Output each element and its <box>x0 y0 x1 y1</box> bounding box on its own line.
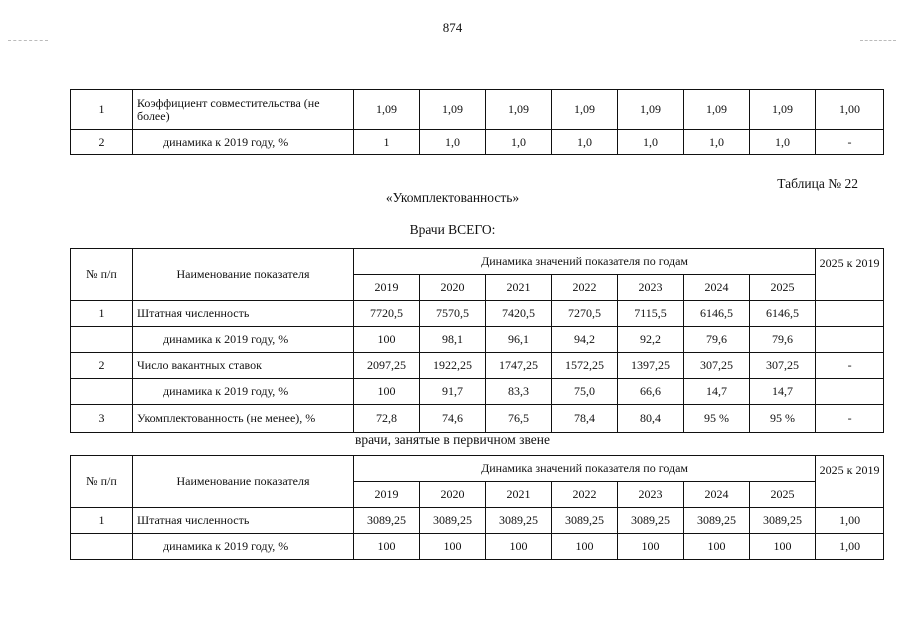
cell-value: 98,1 <box>420 327 486 353</box>
cell-value: 92,2 <box>618 327 684 353</box>
cell-value: 75,0 <box>552 379 618 405</box>
cell-value: 100 <box>354 379 420 405</box>
cell-value: 7270,5 <box>552 301 618 327</box>
header-row <box>71 249 884 275</box>
cell-value: 83,3 <box>486 379 552 405</box>
cell-value: 1,0 <box>486 130 552 155</box>
cell-value: 100 <box>486 534 552 560</box>
subtitle-primary-doctors: врачи, занятые в первичном звене <box>354 432 550 447</box>
table-coefficient <box>70 89 884 155</box>
cell-value: 76,5 <box>486 405 552 433</box>
row-name: динамика к 2019 году, % <box>133 379 354 405</box>
cell-ratio: 1,00 <box>816 90 884 130</box>
header-ratio: 2025 к 2019 <box>816 249 884 301</box>
cell-value: 1747,25 <box>486 353 552 379</box>
row-number <box>71 327 133 353</box>
header-num: № п/п <box>71 249 133 301</box>
cell-value: 100 <box>552 534 618 560</box>
table-all-doctors <box>70 248 884 433</box>
cell-ratio: 1,00 <box>816 508 884 534</box>
header-year: 2025 <box>750 482 816 508</box>
cell-value: 1,0 <box>420 130 486 155</box>
header-year: 2020 <box>420 482 486 508</box>
cell-value: 1,0 <box>750 130 816 155</box>
cell-value: 72,8 <box>354 405 420 433</box>
cell-value: 79,6 <box>750 327 816 353</box>
cell-ratio: - <box>816 130 884 155</box>
cell-value: 14,7 <box>750 379 816 405</box>
cell-value: 7720,5 <box>354 301 420 327</box>
cell-value: 1,09 <box>684 90 750 130</box>
cell-value: 7420,5 <box>486 301 552 327</box>
cell-value: 6146,5 <box>684 301 750 327</box>
cell-value: 3089,25 <box>552 508 618 534</box>
header-dynamics: Динамика значений показателя по годам <box>354 456 816 482</box>
cell-ratio: - <box>816 353 884 379</box>
header-year: 2021 <box>486 482 552 508</box>
cell-value: 3089,25 <box>684 508 750 534</box>
cell-value: 14,7 <box>684 379 750 405</box>
cell-value: 100 <box>354 534 420 560</box>
cell-value: 91,7 <box>420 379 486 405</box>
page-number: 874 <box>442 20 463 35</box>
row-name: динамика к 2019 году, % <box>133 130 354 155</box>
row-name: Укомплектованность (не менее), % <box>133 405 354 433</box>
cell-value: 100 <box>420 534 486 560</box>
header-num: № п/п <box>71 456 133 508</box>
subtitle-all-doctors: Врачи ВСЕГО: <box>409 222 496 237</box>
cell-ratio <box>816 301 884 327</box>
cell-ratio: - <box>816 405 884 433</box>
table-row <box>71 301 884 327</box>
row-number: 1 <box>71 301 133 327</box>
cell-ratio: 1,00 <box>816 534 884 560</box>
section-title: «Укомплектованность» <box>385 190 520 205</box>
cell-value: 1,09 <box>552 90 618 130</box>
cell-value: 100 <box>750 534 816 560</box>
cell-value: 100 <box>684 534 750 560</box>
cell-value: 80,4 <box>618 405 684 433</box>
cell-value: 1,09 <box>354 90 420 130</box>
row-name: Число вакантных ставок <box>133 353 354 379</box>
row-name: Штатная численность <box>133 301 354 327</box>
row-name: динамика к 2019 году, % <box>133 327 354 353</box>
header-year: 2023 <box>618 275 684 301</box>
row-name: динамика к 2019 году, % <box>133 534 354 560</box>
cell-value: 95 % <box>684 405 750 433</box>
cell-value: 1,09 <box>750 90 816 130</box>
row-number: 3 <box>71 405 133 433</box>
table-row <box>71 405 884 433</box>
row-number <box>71 379 133 405</box>
cell-value: 7570,5 <box>420 301 486 327</box>
cell-value: 3089,25 <box>750 508 816 534</box>
header-year: 2022 <box>552 482 618 508</box>
cell-value: 1,09 <box>420 90 486 130</box>
row-number: 1 <box>71 90 133 130</box>
header-year: 2023 <box>618 482 684 508</box>
cell-value: 74,6 <box>420 405 486 433</box>
table-row <box>71 130 884 155</box>
cell-ratio <box>816 379 884 405</box>
header-dynamics: Динамика значений показателя по годам <box>354 249 816 275</box>
table-row <box>71 353 884 379</box>
header-ratio: 2025 к 2019 <box>816 456 884 508</box>
row-number: 2 <box>71 130 133 155</box>
cell-value: 6146,5 <box>750 301 816 327</box>
cell-value: 3089,25 <box>486 508 552 534</box>
row-number <box>71 534 133 560</box>
cell-value: 96,1 <box>486 327 552 353</box>
table-row <box>71 379 884 405</box>
cell-value: 1,09 <box>486 90 552 130</box>
header-year: 2019 <box>354 482 420 508</box>
cell-value: 1,0 <box>552 130 618 155</box>
cell-value: 66,6 <box>618 379 684 405</box>
cell-value: 1922,25 <box>420 353 486 379</box>
header-year: 2024 <box>684 482 750 508</box>
cell-value: 2097,25 <box>354 353 420 379</box>
cell-value: 79,6 <box>684 327 750 353</box>
cell-ratio <box>816 327 884 353</box>
cell-value: 1,09 <box>618 90 684 130</box>
header-year: 2020 <box>420 275 486 301</box>
header-row <box>71 456 884 482</box>
table-row <box>71 327 884 353</box>
cell-value: 94,2 <box>552 327 618 353</box>
cell-value: 100 <box>618 534 684 560</box>
table-row <box>71 90 884 130</box>
table-row <box>71 534 884 560</box>
cell-value: 7115,5 <box>618 301 684 327</box>
cell-value: 3089,25 <box>354 508 420 534</box>
cell-value: 307,25 <box>684 353 750 379</box>
scan-mark <box>8 40 48 41</box>
cell-value: 1,0 <box>684 130 750 155</box>
header-name: Наименование показателя <box>133 249 354 301</box>
cell-value: 3089,25 <box>618 508 684 534</box>
header-year: 2022 <box>552 275 618 301</box>
cell-value: 78,4 <box>552 405 618 433</box>
cell-value: 1 <box>354 130 420 155</box>
row-name: Штатная численность <box>133 508 354 534</box>
header-year: 2024 <box>684 275 750 301</box>
cell-value: 1397,25 <box>618 353 684 379</box>
row-name: Коэффициент совместительства (не более) <box>133 90 354 130</box>
cell-value: 307,25 <box>750 353 816 379</box>
table-primary-doctors <box>70 455 884 560</box>
header-name: Наименование показателя <box>133 456 354 508</box>
table-row <box>71 508 884 534</box>
row-number: 1 <box>71 508 133 534</box>
cell-value: 1,0 <box>618 130 684 155</box>
cell-value: 95 % <box>750 405 816 433</box>
cell-value: 1572,25 <box>552 353 618 379</box>
scan-mark <box>860 40 896 41</box>
header-year: 2021 <box>486 275 552 301</box>
row-number: 2 <box>71 353 133 379</box>
cell-value: 100 <box>354 327 420 353</box>
cell-value: 3089,25 <box>420 508 486 534</box>
table-label: Таблица № 22 <box>777 176 858 191</box>
header-year: 2019 <box>354 275 420 301</box>
header-year: 2025 <box>750 275 816 301</box>
